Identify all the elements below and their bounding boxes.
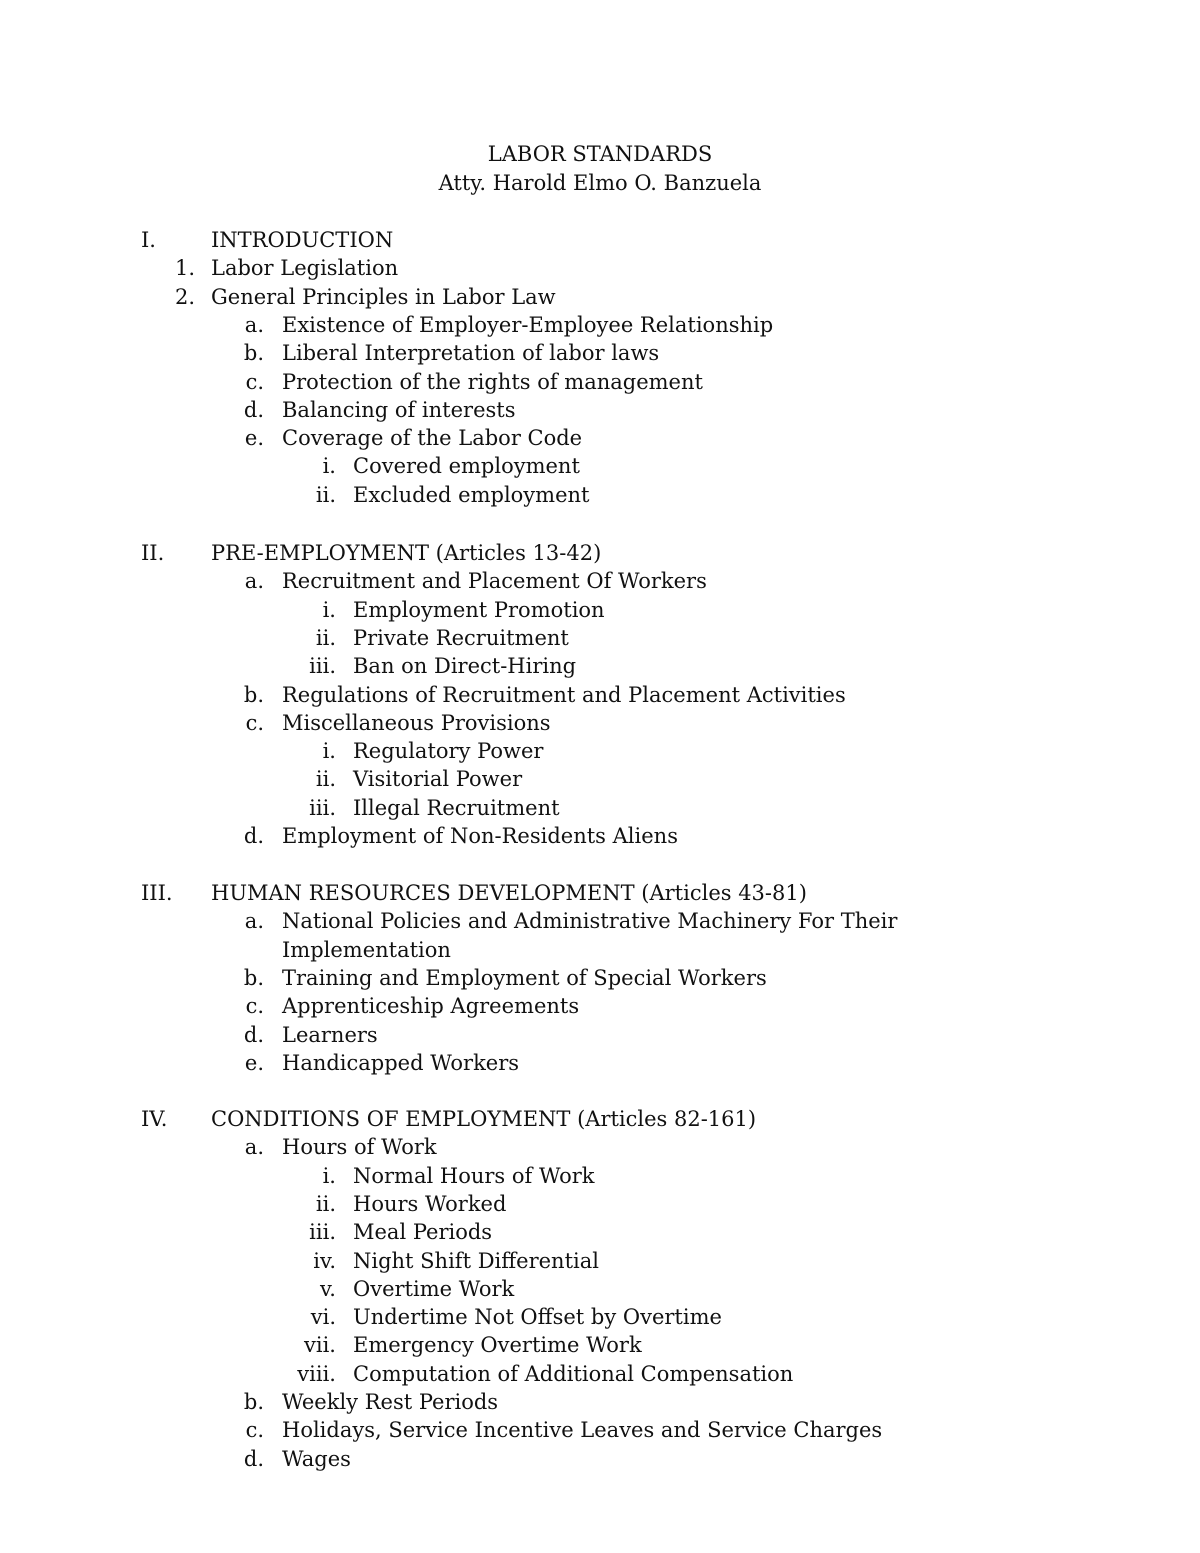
item-marker: i. bbox=[322, 454, 336, 479]
outline-item bbox=[0, 936, 1200, 964]
section-heading bbox=[0, 539, 1200, 567]
item-marker: a. bbox=[244, 312, 264, 337]
outline-item bbox=[0, 964, 1200, 992]
item-text: Meal Periods bbox=[353, 1220, 493, 1245]
outline-item bbox=[0, 652, 1200, 680]
item-marker: d. bbox=[243, 1022, 264, 1047]
item-text: Illegal Recruitment bbox=[353, 795, 560, 820]
outline-item bbox=[0, 1331, 1200, 1359]
item-text: National Policies and Administrative Machinery For Their bbox=[282, 909, 898, 934]
item-text: Hours Worked bbox=[353, 1191, 507, 1216]
item-marker: a. bbox=[244, 1135, 264, 1160]
outline-item bbox=[0, 481, 1200, 509]
item-marker: b. bbox=[243, 682, 264, 707]
outline-item bbox=[0, 368, 1200, 396]
item-text: Weekly Rest Periods bbox=[282, 1390, 499, 1414]
item-text: Regulatory Power bbox=[353, 739, 544, 764]
item-text: Recruitment and Placement Of Workers bbox=[282, 569, 707, 594]
outline-item bbox=[0, 1133, 1200, 1161]
item-marker: vi. bbox=[310, 1305, 336, 1330]
outline-item bbox=[0, 1416, 1200, 1444]
section-numeral: III. bbox=[141, 881, 173, 905]
outline-item bbox=[0, 1388, 1200, 1416]
outline-item bbox=[0, 907, 1200, 935]
item-text: Handicapped Workers bbox=[282, 1050, 520, 1075]
item-text: Apprenticeship Agreements bbox=[282, 994, 580, 1019]
item-marker: v. bbox=[319, 1276, 336, 1301]
outline-item bbox=[0, 709, 1200, 737]
item-text: Normal Hours of Work bbox=[353, 1163, 595, 1188]
outline-item bbox=[0, 1049, 1200, 1077]
item-marker: ii. bbox=[315, 625, 336, 650]
section-numeral: I. bbox=[141, 228, 156, 252]
item-marker: e. bbox=[244, 426, 264, 451]
item-text: Learners bbox=[282, 1022, 378, 1047]
outline-item bbox=[0, 1247, 1200, 1275]
item-marker: i. bbox=[322, 597, 336, 622]
item-marker: ii. bbox=[315, 482, 336, 507]
item-text: Existence of Employer-Employee Relationship bbox=[282, 312, 774, 337]
item-text: General Principles in Labor Law bbox=[211, 284, 556, 309]
outline-item bbox=[0, 822, 1200, 850]
item-text: Hours of Work bbox=[282, 1135, 437, 1160]
section-heading bbox=[0, 879, 1200, 907]
item-text: Employment Promotion bbox=[353, 597, 605, 622]
item-marker: i. bbox=[322, 1163, 336, 1188]
item-marker: c. bbox=[245, 369, 264, 394]
item-marker: a. bbox=[244, 909, 264, 934]
item-marker: iii. bbox=[309, 795, 336, 820]
item-text: Coverage of the Labor Code bbox=[282, 426, 583, 451]
outline-item bbox=[0, 424, 1200, 452]
item-text: Balancing of interests bbox=[282, 397, 516, 422]
item-text: Covered employment bbox=[353, 454, 580, 479]
item-marker: b. bbox=[243, 1390, 264, 1414]
outline-item bbox=[0, 283, 1200, 311]
section-heading-text: INTRODUCTION bbox=[211, 228, 394, 252]
outline-item bbox=[0, 737, 1200, 765]
item-marker: d. bbox=[243, 1446, 264, 1471]
item-marker: d. bbox=[243, 397, 264, 422]
item-text: Employment of Non-Residents Aliens bbox=[282, 824, 678, 848]
outline-item bbox=[0, 1275, 1200, 1303]
outline-item bbox=[0, 567, 1200, 595]
outline-item bbox=[0, 452, 1200, 480]
item-marker: b. bbox=[243, 965, 264, 990]
item-text: Labor Legislation bbox=[211, 256, 399, 281]
section-heading-text: HUMAN RESOURCES DEVELOPMENT (Articles 43-81) bbox=[211, 881, 807, 905]
section-heading-text: PRE-EMPLOYMENT (Articles 13-42) bbox=[211, 541, 602, 565]
item-text: Private Recruitment bbox=[353, 625, 569, 650]
item-text: Computation of Additional Compensation bbox=[353, 1361, 794, 1386]
item-text: Wages bbox=[282, 1446, 351, 1471]
item-marker: iv. bbox=[313, 1248, 336, 1273]
item-marker: ii. bbox=[315, 767, 336, 792]
item-text: Training and Employment of Special Workers bbox=[282, 965, 767, 990]
item-marker: iii. bbox=[309, 1220, 336, 1245]
item-text: Night Shift Differential bbox=[353, 1248, 599, 1273]
item-text: Holidays, Service Incentive Leaves and Service Charges bbox=[282, 1418, 883, 1443]
outline-item bbox=[0, 1360, 1200, 1388]
item-marker: 1. bbox=[174, 256, 195, 281]
outline-item bbox=[0, 1021, 1200, 1049]
section-heading bbox=[0, 226, 1200, 254]
item-marker: c. bbox=[245, 1418, 264, 1443]
outline-item bbox=[0, 992, 1200, 1020]
outline-item bbox=[0, 794, 1200, 822]
item-marker: viii. bbox=[297, 1361, 336, 1386]
document-author: Atty. Harold Elmo O. Banzuela bbox=[438, 171, 762, 195]
item-text: Ban on Direct-Hiring bbox=[353, 654, 577, 679]
section-heading bbox=[0, 1105, 1200, 1133]
item-text: Emergency Overtime Work bbox=[353, 1333, 642, 1358]
section-numeral: II. bbox=[141, 541, 165, 565]
outline-item bbox=[0, 765, 1200, 793]
item-text: Visitorial Power bbox=[353, 767, 523, 792]
item-marker: c. bbox=[245, 710, 264, 735]
outline-item bbox=[0, 254, 1200, 282]
item-text: Protection of the rights of management bbox=[282, 369, 703, 394]
item-marker: b. bbox=[243, 341, 264, 366]
outline-item bbox=[0, 1303, 1200, 1331]
item-text: Undertime Not Offset by Overtime bbox=[353, 1305, 722, 1330]
item-marker: c. bbox=[245, 994, 264, 1019]
item-marker: vii. bbox=[304, 1333, 336, 1358]
item-marker: iii. bbox=[309, 654, 336, 679]
item-marker: 2. bbox=[174, 284, 195, 309]
item-text: Implementation bbox=[282, 937, 451, 962]
item-marker: e. bbox=[244, 1050, 264, 1075]
item-marker: i. bbox=[322, 739, 336, 764]
item-marker: d. bbox=[243, 824, 264, 848]
outline-item bbox=[0, 681, 1200, 709]
outline-item bbox=[0, 1190, 1200, 1218]
item-text: Liberal Interpretation of labor laws bbox=[282, 341, 660, 366]
outline-item bbox=[0, 596, 1200, 624]
outline-item bbox=[0, 311, 1200, 339]
section-heading-text: CONDITIONS OF EMPLOYMENT (Articles 82-161) bbox=[211, 1107, 757, 1131]
outline-item bbox=[0, 339, 1200, 367]
outline-item bbox=[0, 624, 1200, 652]
outline-item bbox=[0, 1162, 1200, 1190]
item-text: Overtime Work bbox=[353, 1276, 515, 1301]
item-text: Excluded employment bbox=[353, 482, 590, 507]
outline-item bbox=[0, 396, 1200, 424]
outline-item bbox=[0, 1218, 1200, 1246]
document-title: LABOR STANDARDS bbox=[487, 142, 713, 166]
item-marker: ii. bbox=[315, 1191, 336, 1216]
outline-item bbox=[0, 1445, 1200, 1473]
item-text: Regulations of Recruitment and Placement Activities bbox=[282, 682, 846, 707]
item-text: Miscellaneous Provisions bbox=[282, 710, 551, 735]
item-marker: a. bbox=[244, 569, 264, 594]
section-numeral: IV. bbox=[141, 1107, 168, 1131]
